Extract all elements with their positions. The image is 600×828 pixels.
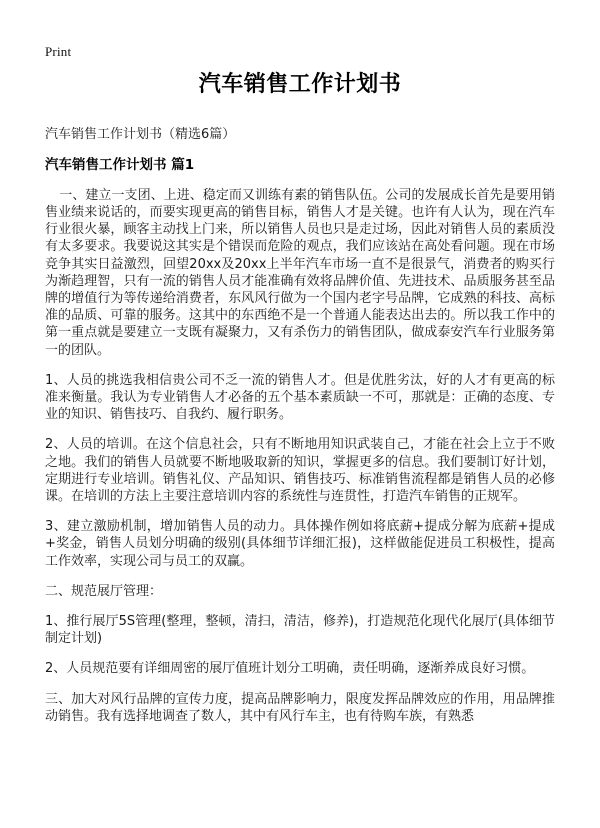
print-link[interactable]: Print xyxy=(45,44,72,59)
body-paragraph: 2、人员的培训。在这个信息社会，只有不断地用知识武装自己，才能在社会上立于不败之地。我们的销售人员就要不断地吸取新的知识，掌握更多的信息。我们要制订好计划，定期进行专业培训。销售礼仪、产品知识、销售技巧、标准销售流程都是销售人员的必修课。在培训的方法上主要注意培训内容的系统性与连贯性，打造汽车销售的正规军。 xyxy=(45,437,555,504)
body-paragraph: 一、建立一支团、上进、稳定而又训练有素的销售队伍。公司的发展成长首先是要用销售业绩来说话的，而要实现更高的销售目标，销售人才是关键。也许有人认为，现在汽车行业很火暴，顾客主动找上门来，所以销售人员也只是走过场，因此对销售人员的素质没有太多要求。我要说这其实是个错误而危险的观点，我们应该站在高处看问题。现在市场竞争其实日益激烈，回望20xx及20xx上半年汽车市场一直不是很景气，消费者的购买行为渐趋理智，只有一流的销售人员才能准确有效将品牌价值、先进技术、品质服务甚至品牌的增值行为等传递给消费者，东风风行做为一个国内老字号品牌，它成熟的科技、高标准的品质、可靠的服务。这其中的东西绝不是一个普通人能表达出去的。所以我工作中的第一重点就是要建立一支既有凝聚力，又有杀伤力的销售团队，做成泰安汽车行业服务第一的团队。 xyxy=(45,187,555,358)
body-paragraph: 3、建立激励机制，增加销售人员的动力。具体操作例如将底薪+提成分解为底薪+提成+奖金，销售人员划分明确的级别(具体细节详细汇报)，这样做能促进员工积极性，提高工作效率，实现公司与员工的双赢。 xyxy=(45,519,555,569)
print-bar xyxy=(45,44,71,60)
body-paragraph: 2、人员规范要有详细周密的展厅值班计划分工明确，责任明确，逐渐养成良好习惯。 xyxy=(45,661,535,677)
document-subtitle: 汽车销售工作计划书（精选6篇） xyxy=(45,126,236,142)
document-body xyxy=(45,70,555,725)
body-paragraph: 三、加大对风行品牌的宣传力度，提高品牌影响力，限度发挥品牌效应的作用，用品牌推动销售。我有选择地调查了数人，其中有风行车主，也有待购车族，有熟悉 xyxy=(45,691,555,724)
body-paragraph: 1、推行展厅5S管理(整理，整顿，清扫，清洁，修养)，打造规范化现代化展厅(具体细节制定计划) xyxy=(45,613,555,647)
body-paragraph: 1、人员的挑选我相信贵公司不乏一流的销售人才。但是优胜劣汰，好的人才有更高的标准来衡量。我认为专业销售人才必备的五个基本素质缺一不可，那就是：正确的态度、专业的知识、销售技巧、自我约、履行职务。 xyxy=(45,372,555,423)
section-heading: 汽车销售工作计划书 篇1 xyxy=(45,156,195,173)
body-paragraph: 二、规范展厅管理： xyxy=(45,583,163,599)
page-title: 汽车销售工作计划书 xyxy=(198,72,402,97)
